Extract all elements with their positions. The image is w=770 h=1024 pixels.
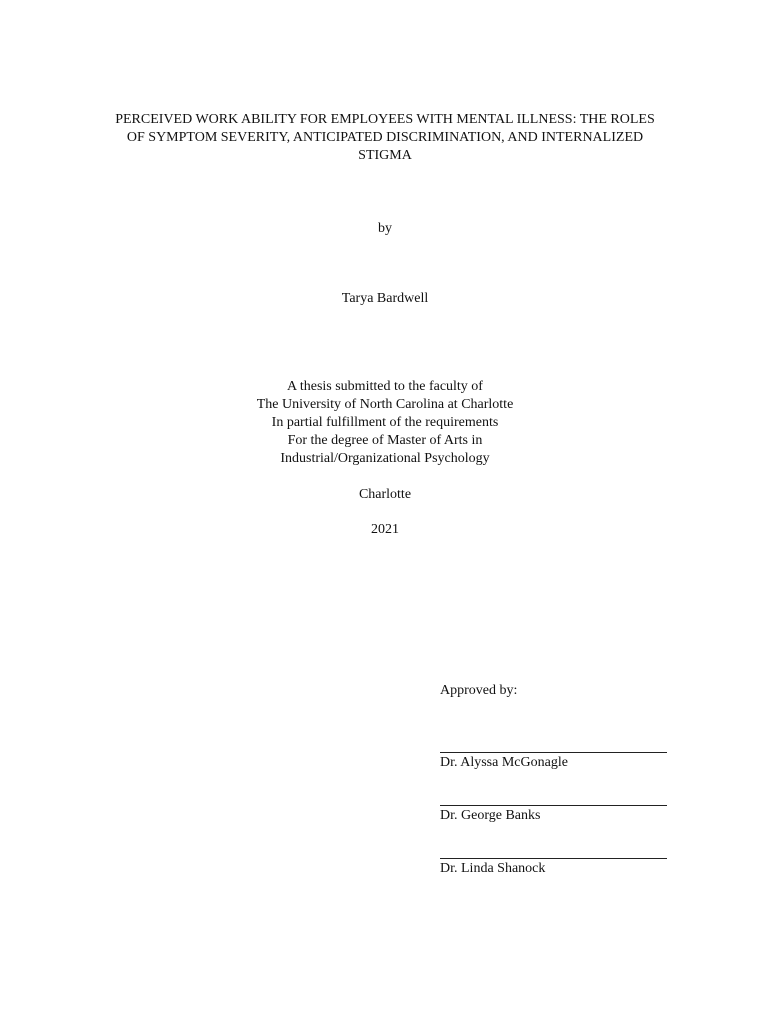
signatory-name: Dr. Alyssa McGonagle	[440, 755, 568, 770]
author-name: Tarya Bardwell	[341, 291, 429, 306]
signature-line	[440, 805, 667, 806]
signatory-name: Dr. George Banks	[440, 808, 541, 823]
title-line: PERCEIVED WORK ABILITY FOR EMPLOYEES WITH MENTAL ILLNESS: THE ROLES	[115, 112, 655, 127]
signature-line	[440, 752, 667, 753]
by-text: by	[378, 221, 392, 236]
thesis-title	[85, 111, 685, 165]
title-line: OF SYMPTOM SEVERITY, ANTICIPATED DISCRIMINATION, AND INTERNALIZED	[126, 130, 644, 145]
signatory-name: Dr. Linda Shanock	[440, 861, 546, 876]
city: Charlotte	[358, 487, 412, 502]
year: 2021	[371, 522, 399, 537]
signature-block	[440, 752, 668, 772]
submission-statement	[0, 378, 770, 468]
title-line: STIGMA	[358, 148, 412, 163]
submission-line: In partial fulfillment of the requirements	[271, 415, 499, 430]
signature-block	[440, 805, 668, 825]
signature-block	[440, 858, 668, 878]
signature-line	[440, 858, 667, 859]
submission-line: Industrial/Organizational Psychology	[280, 451, 490, 466]
approved-by-label: Approved by:	[440, 683, 518, 698]
submission-line: For the degree of Master of Arts in	[287, 433, 483, 448]
submission-line: A thesis submitted to the faculty of	[287, 379, 483, 394]
submission-line: The University of North Carolina at Charlotte	[256, 397, 514, 412]
